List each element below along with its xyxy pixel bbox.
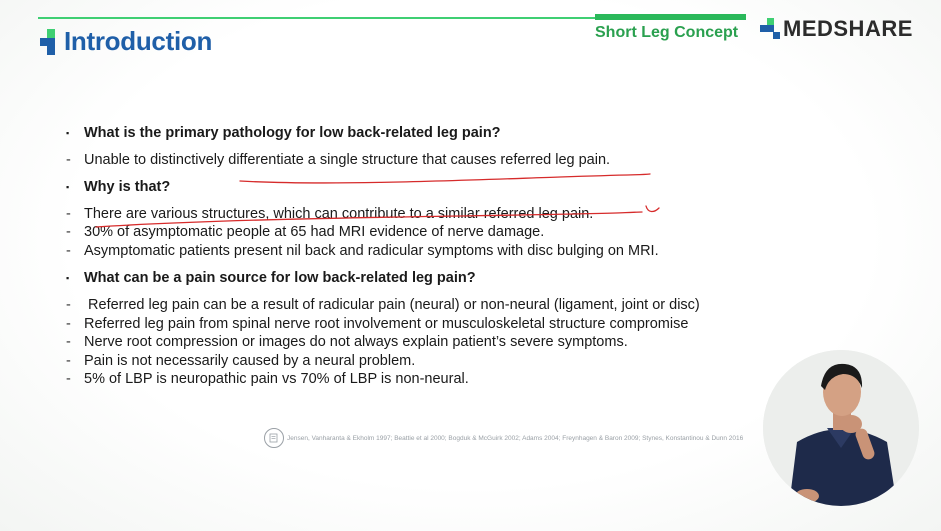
- list-item-text: Nerve root compression or images do not always explain patient’s severe symptoms.: [84, 334, 628, 350]
- square-bullet-icon: ▪: [66, 181, 70, 192]
- question-text: What can be a pain source for low back-related leg pain?: [84, 270, 476, 286]
- list-item: [66, 333, 766, 352]
- square-bullet-icon: ▪: [66, 128, 70, 138]
- header-rule-left: [38, 17, 595, 19]
- list-item-text: There are various structures, which can contribute to a similar referred leg pain.: [84, 205, 594, 222]
- list-item-text: Referred leg pain can be a result of radicular pain (neural) or non-neural (ligament, joint or disc): [84, 297, 700, 313]
- square-bullet-icon: ▪: [66, 273, 70, 283]
- list-item-text: Pain is not necessarily caused by a neural problem.: [84, 352, 416, 369]
- list-item: [66, 242, 766, 261]
- question-text: What is the primary pathology for low back-related leg pain?: [84, 125, 501, 141]
- document-stamp-icon: [264, 428, 284, 448]
- dash-bullet: -: [66, 224, 71, 240]
- references: [264, 428, 743, 448]
- list-item-text: Asymptomatic patients present nil back and radicular symptoms with disc bulging on MRI.: [84, 242, 659, 259]
- dash-bullet: -: [66, 152, 71, 168]
- list-item: [66, 296, 766, 315]
- question-1: [66, 124, 766, 142]
- header-rule-right: [595, 14, 746, 20]
- list-item: [66, 205, 766, 224]
- list-item: [66, 223, 766, 242]
- presenter-video: [763, 350, 919, 506]
- slide-subtitle: Short Leg Concept: [595, 24, 739, 41]
- references-text: Jensen, Vanharanta & Ekholm 1997; Beattie et al 2000; Bogduk & McGuirk 2002; Adams 2004; Freynhagen & Baron 2009; Stynes, Konstantinou & Dunn 2016: [287, 434, 744, 442]
- dash-bullet: -: [66, 352, 71, 369]
- dash-bullet: -: [66, 242, 71, 259]
- dash-bullet: -: [66, 205, 71, 222]
- slide-content: [66, 124, 766, 389]
- plus-logo-icon: [40, 29, 60, 55]
- list-item: [66, 151, 766, 170]
- medshare-plus-icon: [760, 18, 780, 40]
- slide-title: [40, 26, 212, 57]
- list-item-text: 30% of asymptomatic people at 65 had MRI evidence of nerve damage.: [84, 224, 545, 240]
- presenter-video-icon: [763, 350, 919, 506]
- list-item-text: Referred leg pain from spinal nerve root involvement or musculoskeletal structure compromise: [84, 315, 689, 332]
- dash-bullet: -: [66, 371, 71, 387]
- list-item: [66, 352, 766, 371]
- list-item-text: Unable to distinctively differentiate a single structure that causes referred leg pain.: [84, 152, 611, 168]
- dash-bullet: -: [66, 334, 71, 350]
- page-title: Introduction: [64, 26, 213, 56]
- brand-logo: [760, 16, 913, 42]
- dash-bullet: -: [66, 315, 71, 332]
- list-item: [66, 315, 766, 334]
- question-text: Why is that?: [84, 178, 171, 195]
- logo-text: MEDSHARE: [783, 16, 913, 41]
- question-3: [66, 269, 766, 287]
- list-item-text: 5% of LBP is neuropathic pain vs 70% of LBP is non-neural.: [84, 371, 469, 387]
- question-2: [66, 178, 766, 196]
- list-item: [66, 370, 766, 389]
- dash-bullet: -: [66, 297, 71, 313]
